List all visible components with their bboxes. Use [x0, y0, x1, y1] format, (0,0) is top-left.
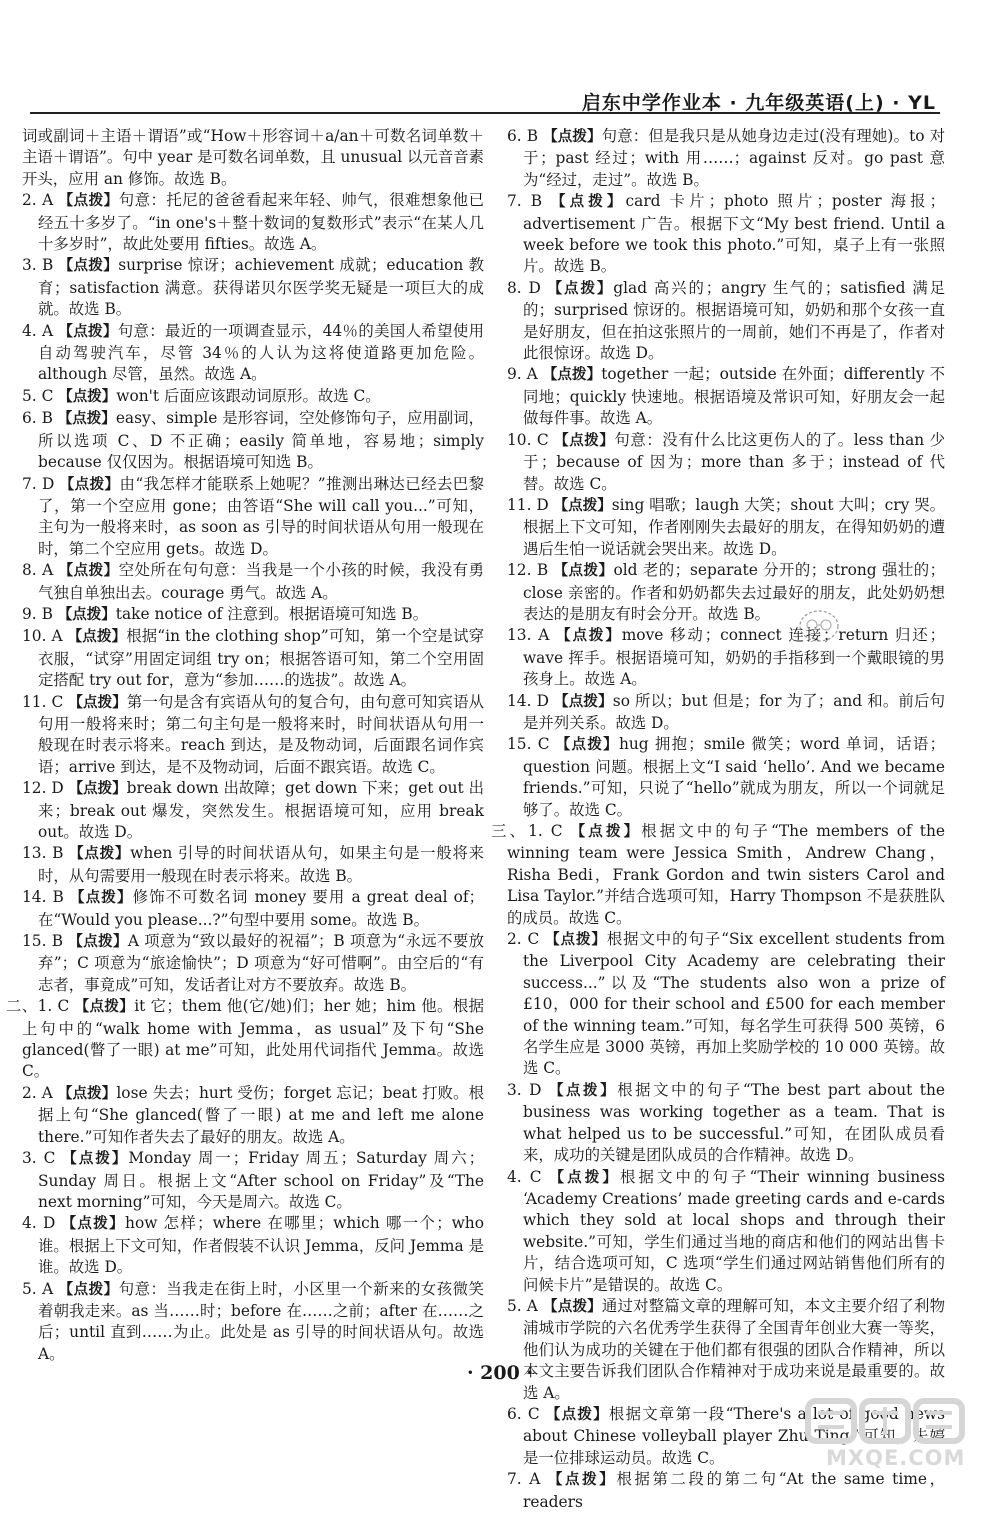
hint-label: 【点拨】: [548, 1082, 618, 1099]
explanation-text: old 老的；separate 分开的；strong 强壮的；close 亲密的。作者和奶奶都失去过最好的朋友，此处奶奶想表达的是朋友有时会分开。故选 B。: [523, 561, 945, 623]
hint-label: 【点拨】: [74, 999, 135, 1016]
answer-number: 3. D: [507, 1080, 542, 1099]
hint-label: 【点拨】: [554, 432, 615, 449]
answer-number: 14. D: [507, 691, 549, 710]
explanation-text: break down 出故障；get down 下来；get out 出来；break out 爆发，突然发生。根据语境可知，应用 break out。故选 D。: [38, 779, 485, 841]
answer-entry: [22, 560, 484, 604]
answer-entry: [22, 1213, 484, 1278]
explanation-text: 词或副词＋主语＋谓语”或“How＋形容词＋a/an＋可数名词单数＋主语＋谓语”。句中 year 是可数名词单数，且 unusual 以元音音素开头，应用 an 修饰。故选 B。: [22, 127, 485, 188]
answer-number: 5. A: [22, 1279, 54, 1298]
explanation-text: won't 后面应该跟动词原形。故选 C。: [116, 386, 381, 405]
answer-entry: [22, 408, 484, 473]
explanation-text: 由“我怎样才能联系上她呢？”推测出琳达已经去巴黎了，第一个空应用 gone；由答语“She will call you...”可知，主句为一般将来时，as soon as 引导的时间状语从句用一般现在时，第二个空应用 gets。故选 D。: [38, 474, 484, 558]
hint-label: 【点拨】: [556, 628, 622, 645]
answer-entry: [507, 126, 945, 191]
hint-label: 【点拨】: [69, 846, 131, 863]
answer-number: 4. A: [22, 321, 54, 340]
hint-label: 【点拨】: [68, 781, 127, 798]
answer-number: 11. D: [507, 495, 549, 514]
answer-number: 13. A: [507, 626, 550, 645]
answer-entry: [22, 931, 484, 996]
answer-entry: [22, 321, 484, 386]
hint-label: 【点拨】: [543, 1298, 602, 1315]
answer-entry: [22, 887, 484, 931]
explanation-text: together 一起；outside 在外面；differently 不同地；quickly 快速地。根据语境及常识可知，好朋友会一起做每件事。故选 A。: [523, 365, 945, 428]
explanation-text: glad 高兴的；angry 生气的；satisfied 满足的；surprised 惊讶的。根据语境可知，奶奶和那个女孩一直是好朋友，但在拍这张照片的一周前，她们不再是了，作者对此很惊讶。故选 D。: [523, 278, 946, 363]
answer-number: 8. D: [507, 278, 541, 297]
answer-entry: [22, 474, 484, 561]
answer-entry: [22, 190, 484, 255]
answer-entry: [507, 430, 945, 495]
answer-number: 14. B: [22, 888, 64, 907]
answer-number: 7. D: [22, 474, 55, 493]
page-header: [30, 88, 940, 114]
answer-entry: [507, 625, 945, 690]
hint-label: 【点拨】: [58, 563, 119, 580]
answer-number: 9. A: [507, 365, 538, 384]
answer-number: 10. C: [507, 430, 549, 449]
explanation-text: 句意：托尼的爸爸看起来年轻、帅气，很难想象他已经五十多岁了。“in one's＋整十数词的复数形式”表示“在某人几十多岁时”，故此处要用 fifties。故选 A。: [38, 191, 484, 254]
explanation-text: A 项意为“致以最好的祝福”；B 项意为“永远不要放弃”；C 项意为“旅途愉快”；D 项意为“好可惜啊”。由空后的“有志者，事竟成”可知，发话者让对方不要放弃。故选 B。: [38, 932, 484, 994]
answer-number: 11. C: [22, 692, 64, 711]
answer-entry: [22, 778, 484, 843]
explanation-text: take notice of 注意到。根据语境可知选 B。: [115, 604, 429, 623]
answer-entry: [507, 278, 945, 365]
explanation-text: 根据第二段的第二句“At the same time，readers: [523, 1470, 945, 1511]
explanation-text: card 卡片；photo 照片；poster 海报；advertisement 广告。根据下文“My best friend. Until a week before we took this photo.”可知，桌子上有一张照片。故选 B。: [523, 192, 945, 276]
explanation-text: so 所以；but 但是；for 为了；and 和。前后句是并列关系。故选 D。: [523, 691, 945, 732]
explanation-text: 空处所在句句意：当我是一个小孩的时候，我没有勇气独自单独出去。courage 勇气。故选 A。: [38, 561, 484, 602]
hint-label: 【点拨】: [553, 563, 614, 580]
explanation-text: 句意：当我走在街上时，小区里一个新来的女孩微笑着朝我走来。as 当……时；before 在……之前；after 在……之后；until 直到……为止。此处是 as 引导的时间状语从句。故选 A。: [38, 1279, 484, 1363]
explanation-text: 根据文章第一段“There's a lot of good news about Chinese volleyball player Zhu Ting.”可知，朱婷是一位排球运动员。故选 C。: [523, 1404, 945, 1467]
hint-label: 【点拨】: [542, 367, 602, 384]
hint-label: 【点拨】: [68, 934, 128, 951]
answer-entry: [507, 691, 945, 735]
hint-label: 【点拨】: [69, 890, 133, 907]
left-column: [6, 126, 485, 1365]
answer-number: 2. C: [507, 930, 540, 949]
hint-label: 【点拨】: [547, 280, 614, 297]
answer-entry: [22, 386, 484, 408]
hint-label: 【点拨】: [553, 497, 612, 514]
explanation-text: easy、simple 是形容词，空处修饰句子，应用副词，所以选项 C、D 不正确；easily 简单地，容易地；simply because 仅仅因为。根据语境可知选 B。: [38, 409, 484, 472]
explanation-text: how 怎样；where 在哪里；which 哪一个；who 谁。根据上下文可知，作者假装不认识 Jemma，反问 Jemma 是谁。故选 D。: [38, 1214, 484, 1277]
explanation-text: 句意：没有什么比这更伤人的了。less than 少于；because of 因为；more than 多于；instead of 代替。故选 C。: [523, 430, 945, 493]
explanation-text: sing 唱歌；laugh 大笑；shout 大叫；cry 哭。根据上下文可知，作者刚刚失去最好的朋友，在得知奶奶的遭遇后生怕一说话就会哭出来。故选 D。: [523, 495, 945, 558]
glasses-stamp-icon: [797, 607, 841, 645]
answer-entry: [507, 929, 945, 1080]
answer-number: 6. B: [22, 409, 53, 428]
answer-entry: [22, 1148, 484, 1213]
hint-label: 【点拨】: [554, 693, 613, 710]
answer-entry: [507, 495, 945, 560]
hint-label: 【点拨】: [551, 194, 626, 211]
answer-number: 6. B: [507, 127, 539, 145]
explanation-text: 句意：但是我只是从她身边走过(没有理她)。to 对于；past 经过；with 用……；against 反对。go past 意为“经过，走过”。故选 B。: [523, 127, 945, 189]
answer-number: 6. C: [507, 1404, 540, 1423]
answer-number: 三、1. C: [491, 822, 563, 840]
hint-label: 【点拨】: [549, 1169, 620, 1186]
explanation-text: 根据文中的句子“The members of the winning team were Jessica Smith，Andrew Chang，Risha Bedi，Frank Gordon and twin sisters Carol and Lisa Taylor.”并结合选项可知，Harry Thompson 不是获胜队的成员。故选 C。: [507, 822, 945, 927]
answer-number: 7. B: [507, 192, 543, 211]
answer-number: 15. C: [507, 735, 550, 754]
hint-label: 【点拨】: [57, 606, 116, 623]
hint-label: 【点拨】: [67, 629, 127, 646]
explanation-text: 根据文中的句子“Their winning business ‘Academy Creations’ made greeting cards and e-cards which they sold at local shops and through their website.”可知，学生们通过当地的商店和他们的网站出售卡片，结合选项可知，C 选项“学生们通过网站销售他们所有的问候卡片”是错误的。故选 C。: [523, 1167, 946, 1294]
answer-number: 7. A: [507, 1470, 541, 1489]
answer-number: 3. B: [22, 256, 54, 275]
answer-number: 8. A: [22, 561, 54, 580]
hint-label: 【点拨】: [58, 258, 119, 275]
answer-entry: [507, 1469, 945, 1513]
answer-number: 12. B: [507, 561, 549, 580]
explanation-text: lose 失去；hurt 受伤；forget 忘记；beat 打败。根据上句“She glanced(瞥了一眼) at me and left me alone there.”可知作者失去了最好的朋友。故选 A。: [38, 1083, 485, 1146]
explanation-text: 根据文中的句子“The best part about the business was working together as a team. That is what helped us to be successful.”可知，在团队成员看来，成功的关键是团队成员的合作精神。故选 D。: [523, 1080, 946, 1165]
explanation-text: hug 拥抱；smile 微笑；word 单词，话语；question 问题。根据上文“I said ‘hello’. And we became friends.”可知，只说了“hello”就成为朋友，所以一个词就足够了。故选 C。: [523, 735, 945, 819]
hint-label: 【点拨】: [545, 932, 607, 949]
hint-label: 【点拨】: [58, 388, 117, 405]
explanation-text: 通过对整篇文章的理解可知，本文主要介绍了利物浦城市学院的六名优秀学生获得了全国青年创业大赛一等奖，他们认为成功的关键在于他们都有很强的团队合作精神，所以本文主要告诉我们团队合作精神对于成功来说是最重要的。故选 A。: [523, 1296, 945, 1402]
hint-label: 【点拨】: [68, 694, 127, 711]
explanation-text: move 移动；connect 连接；return 归还；wave 挥手。根据语境可知，奶奶的手指移到一个戴眼镜的男孩身上。故选 A。: [523, 626, 945, 689]
answer-number: 2. A: [22, 191, 54, 210]
hint-label: 【点拨】: [570, 824, 642, 840]
explanation-text: 修饰不可数名词 money 要用 a great deal of；在“Would you please...?”句型中要用 some。故选 B。: [38, 888, 484, 929]
answer-number: 2. A: [22, 1083, 53, 1102]
answer-entry: [22, 604, 484, 626]
answer-number: 4. D: [22, 1214, 56, 1233]
hint-label: 【点拨】: [62, 1151, 129, 1168]
answer-entry: [6, 996, 484, 1083]
answer-entry: [22, 1279, 484, 1366]
explanation-text: 句意：最近的一项调查显示，44％的美国人希望使用自动驾驶汽车，尽管 34％的人认为这将使道路更加危险。although 尽管，虽然。故选 A。: [38, 321, 484, 384]
explanation-text: 第一句是含有宾语从句的复合句，由句意可知宾语从句用一般将来时；第二句主句是一般将来时，时间状语从句用一般现在时表示将来。reach 到达，是及物动词，后面跟名词作宾语；arrive 到达，是不及物动词，后面不跟宾语。故选 C。: [38, 692, 484, 776]
answer-entry: [507, 191, 945, 278]
answer-entry: [507, 1296, 945, 1404]
hint-label: 【点拨】: [57, 411, 116, 428]
answer-number: 二、1. C: [6, 997, 70, 1016]
hint-label: 【点拨】: [58, 323, 118, 340]
answer-entry: [22, 692, 484, 779]
hint-label: 【点拨】: [61, 1216, 126, 1233]
answer-number: 9. B: [22, 604, 53, 623]
answer-number: 5. A: [507, 1296, 538, 1315]
explanation-text: Monday 周一；Friday 周五；Saturday 周六；Sunday 周日。根据上文“After school on Friday”及“The next morning”可知，今天是周六。故选 C。: [38, 1149, 484, 1211]
answer-entry: [22, 1083, 484, 1148]
answer-number: 15. B: [22, 932, 64, 951]
hint-label: 【点拨】: [57, 1085, 117, 1102]
answer-number: 13. B: [22, 844, 64, 863]
answer-entry: [507, 560, 945, 625]
answer-number: 5. C: [22, 386, 54, 405]
answer-entry: [22, 255, 484, 320]
answer-number: 3. C: [22, 1149, 56, 1168]
answer-entry: [22, 126, 484, 190]
answer-entry: [507, 1080, 945, 1167]
hint-label: 【点拨】: [58, 1281, 119, 1298]
hint-label: 【点拨】: [555, 737, 619, 754]
hint-label: 【点拨】: [545, 1406, 609, 1423]
answer-entry: [22, 843, 484, 887]
book-title: 启东中学作业本 · 九年级英语(上) · YL: [581, 92, 936, 114]
page-number: · 200 ·: [466, 1362, 534, 1384]
answer-number: 12. D: [22, 779, 64, 798]
answer-entry: [507, 364, 945, 429]
explanation-text: when 引导的时间状语从句，如果主句是一般将来时，从句需要用一般现在时表示将来。故选 B。: [38, 844, 485, 885]
answer-number: 10. A: [22, 627, 63, 646]
explanation-text: 根据文中的句子“Six excellent students from the Liverpool City Academy are celebrating their success...”以及“The students also won a prize of £10，000 for their school and £500 for each member of the winning team.”可知，每名学生可获得 500 英镑，6 名学生应是 3000 英镑，再加上奖励学校的 10 000 英镑。故选 C。: [523, 930, 945, 1078]
answer-entry: [507, 734, 945, 821]
answer-entry: [22, 626, 484, 691]
explanation-text: surprise 惊讶；achievement 成就；education 教育；satisfaction 满意。获得诺贝尔医学奖无疑是一项巨大的成就。故选 B。: [38, 256, 485, 319]
watermark-text: MXQE.COM: [826, 1446, 966, 1470]
answer-number: 4. C: [507, 1167, 542, 1186]
answer-entry: [507, 1167, 945, 1296]
hint-label: 【点拨】: [543, 129, 602, 145]
hint-label: 【点拨】: [58, 193, 119, 210]
hint-label: 【点拨】: [59, 476, 120, 493]
explanation-text: it 它；them 他(它/她)们；her 她；him 他。根据上句中的“walk home with Jemma，as usual”及下句“She glanced(瞥了一眼) at me”可知，此处用代词指代 Jemma。故选 C。: [22, 997, 485, 1081]
answer-entry: [491, 821, 945, 929]
hint-label: 【点拨】: [547, 1472, 617, 1489]
explanation-text: 根据“in the clothing shop”可知，第一个空是试穿衣服，“试穿”用固定词组 try on；根据答语可知，第二个空用固定搭配 try out for，意为“参加……的选拔”。故选 A。: [38, 627, 484, 690]
